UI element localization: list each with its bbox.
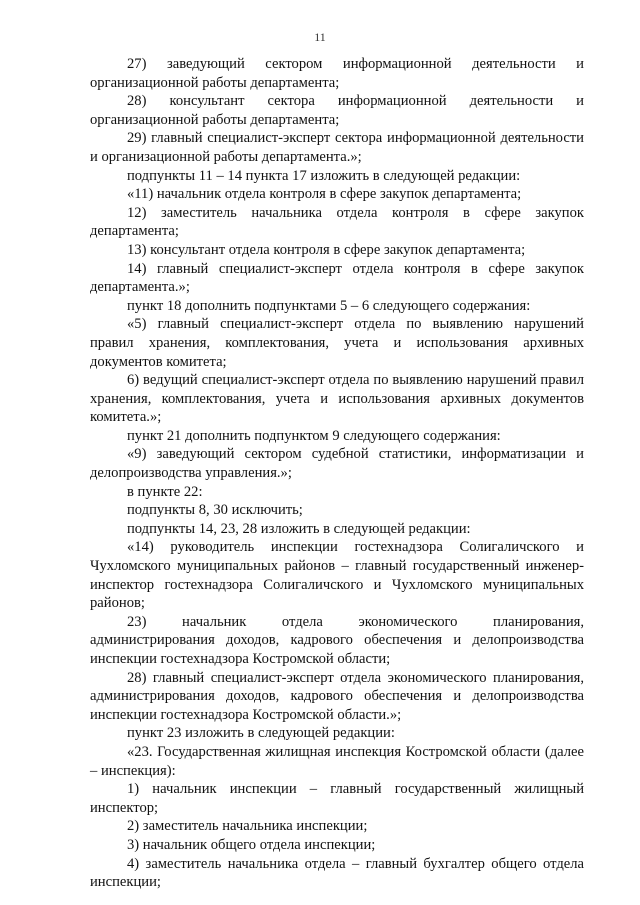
paragraph-exclude-8-30: подпункты 8, 30 исключить;: [127, 502, 303, 519]
paragraph-item-28: 28) консультант сектора информационной деятельности и организационной работы департамента;: [90, 93, 584, 128]
paragraph-item-13: 13) консультант отдела контроля в сфере закупок департамента;: [127, 241, 526, 258]
paragraph-item-2-inspection: 2) заместитель начальника инспекции;: [127, 818, 368, 835]
paragraph-item-3-inspection: 3) начальник общего отдела инспекции;: [127, 836, 376, 853]
paragraph-item-14: 14) главный специалист-эксперт отдела контроля в сфере закупок департамента.»;: [90, 260, 584, 296]
page-number: 11: [314, 30, 326, 44]
paragraph-item-4-inspection: 4) заместитель начальника отдела – главный бухгалтер общего отдела инспекции;: [90, 855, 584, 891]
paragraph-instruction-14-23-28: подпункты 14, 23, 28 изложить в следующей редакции:: [127, 520, 471, 537]
paragraph-item-29: 29) главный специалист-эксперт сектора информационной деятельности и организационной работы департамента.»;: [90, 130, 584, 165]
document-body: [90, 55, 584, 892]
paragraph-item-6: 6) ведущий специалист-эксперт отдела по выявлению нарушений правил хранения, комплектования, учета и использования архивных документов комитета.»;: [90, 372, 584, 426]
paragraph-item-5: «5) главный специалист-эксперт отдела по выявлению нарушений правил хранения, комплектования, учета и использования архивных документов комитета;: [90, 316, 584, 370]
paragraph-instruction-17: подпункты 11 – 14 пункта 17 изложить в следующей редакции:: [127, 167, 521, 184]
paragraph-instruction-18: пункт 18 дополнить подпунктами 5 – 6 следующего содержания:: [127, 297, 531, 314]
paragraph-item-27: 27) заведующий сектором информационной деятельности и организационной работы департамента;: [90, 56, 584, 91]
paragraph-item-23-gostekhnadzor: 23) начальник отдела экономического планирования, администрирования доходов, кадрового обеспечения и делопроизводства инспекции гостехнадзора Костромской области;: [90, 613, 584, 667]
paragraph-instruction-21: пункт 21 дополнить подпунктом 9 следующего содержания:: [127, 427, 501, 444]
paragraph-item-12: 12) заместитель начальника отдела контроля в сфере закупок департамента;: [90, 204, 584, 240]
paragraph-item-14-gostekhnadzor: «14) руководитель инспекции гостехнадзора Солигаличского и Чухломского муниципальных районов – главный государственный инженер-инспектор гостехнадзора Солигаличского и Чухломского муниципальных районов;: [90, 539, 584, 612]
paragraph-item-9: «9) заведующий сектором судебной статистики, информатизации и делопроизводства управления.»;: [90, 446, 584, 482]
paragraph-instruction-22: в пункте 22:: [127, 483, 203, 500]
paragraph-item-11: «11) начальник отдела контроля в сфере закупок департамента;: [127, 186, 522, 203]
paragraph-item-23-housing-inspection: «23. Государственная жилищная инспекция Костромской области (далее – инспекция):: [90, 743, 584, 779]
paragraph-item-28-gostekhnadzor: 28) главный специалист-эксперт отдела экономического планирования, администрирования доходов, кадрового обеспечения и делопроизводства инспекции гостехнадзора Костромской области.»;: [90, 669, 584, 723]
paragraph-item-1-inspection: 1) начальник инспекции – главный государственный жилищный инспектор;: [90, 781, 584, 816]
paragraph-instruction-23: пункт 23 изложить в следующей редакции:: [127, 725, 395, 742]
